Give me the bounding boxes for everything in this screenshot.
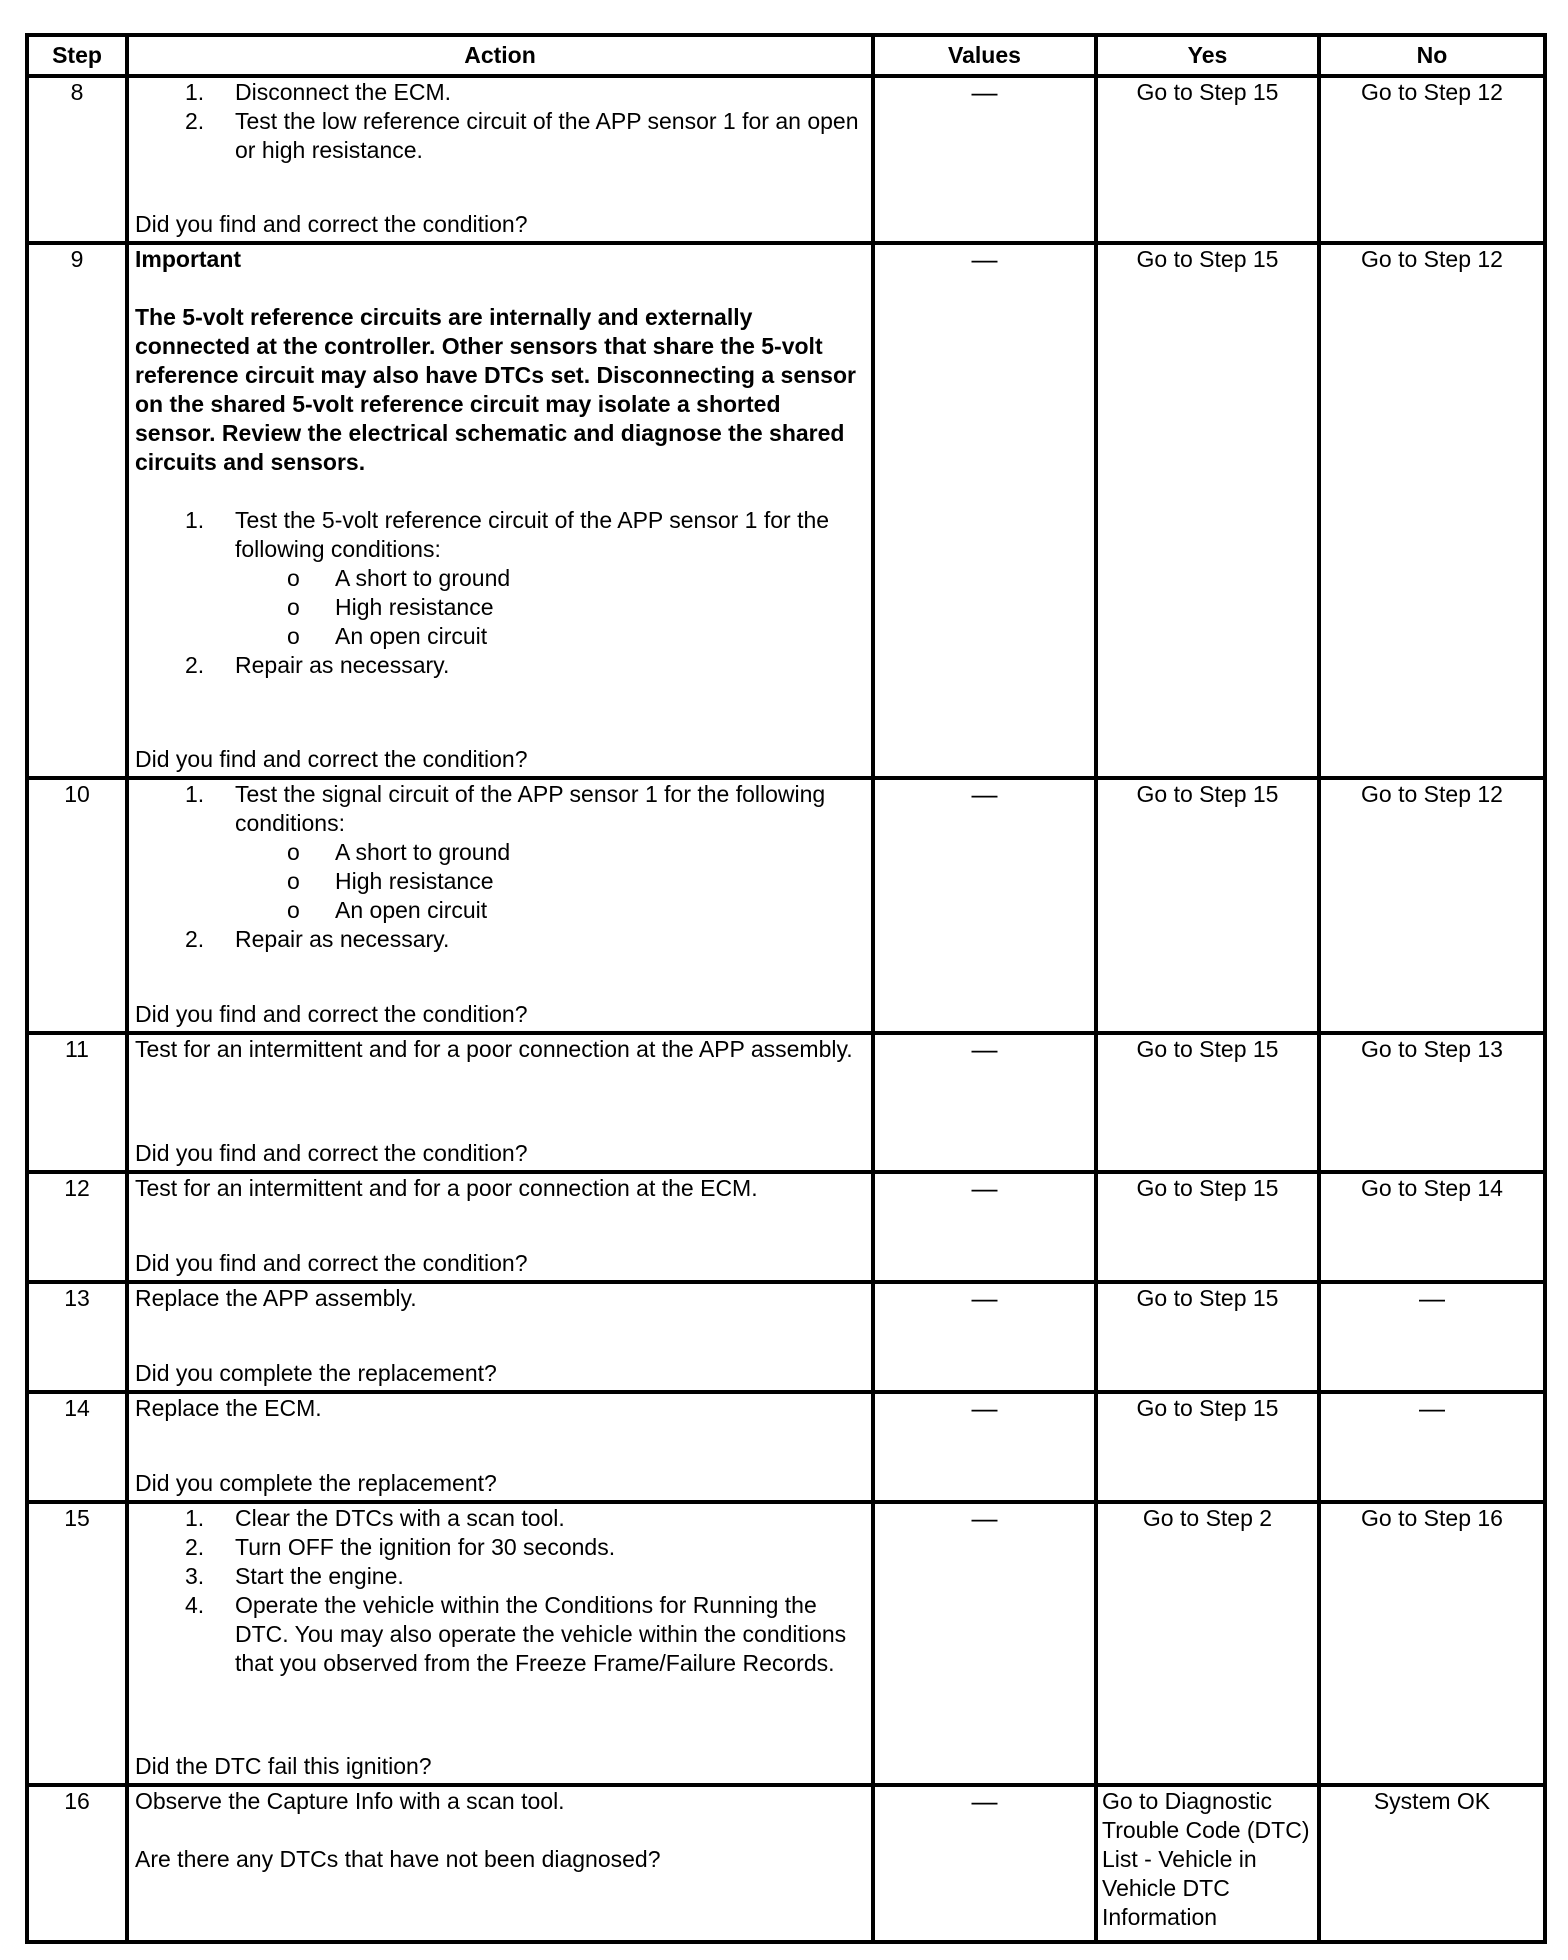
action-cell [127, 1172, 873, 1282]
question-text: Did you find and correct the condition? [135, 1250, 528, 1276]
step-number: 8 [27, 76, 127, 243]
list-item: 2. Test the low reference circuit of the APP sensor 1 for an open or high resistance. [185, 108, 859, 163]
question-text: Did the DTC fail this ignition? [135, 1753, 432, 1779]
list-item: 2. Repair as necessary. [185, 926, 450, 952]
list-item: 2. Turn OFF the ignition for 30 seconds. [185, 1534, 616, 1560]
values-cell: — [873, 1033, 1096, 1172]
values-cell: — [873, 1502, 1096, 1785]
sub-item: o An open circuit [287, 897, 488, 923]
yes-cell: Go to Step 15 [1096, 76, 1319, 243]
list-item: 1. Clear the DTCs with a scan tool. [185, 1505, 565, 1531]
header-action: Action [127, 35, 873, 76]
table-row [27, 243, 1545, 778]
no-cell: Go to Step 12 [1319, 778, 1545, 1033]
list-item: 1. Disconnect the ECM. [185, 79, 452, 105]
table-row [27, 1392, 1545, 1502]
action-text: Test for an intermittent and for a poor connection at the ECM. [135, 1175, 758, 1201]
values-cell: — [873, 243, 1096, 778]
step-number: 10 [27, 778, 127, 1033]
yes-cell: Go to Diagnostic Trouble Code (DTC) List - Vehicle in Vehicle DTC Information [1096, 1785, 1319, 1942]
step-number: 14 [27, 1392, 127, 1502]
action-text: Observe the Capture Info with a scan tool. [135, 1788, 565, 1814]
sub-item: o An open circuit [287, 623, 488, 649]
values-cell: — [873, 1282, 1096, 1392]
values-cell: — [873, 1172, 1096, 1282]
header-step: Step [27, 35, 127, 76]
action-steps [135, 1504, 865, 1678]
header-yes: Yes [1096, 35, 1319, 76]
table-row [27, 1502, 1545, 1785]
diagnostic-table [25, 33, 1547, 1944]
action-text: Replace the APP assembly. [135, 1285, 417, 1311]
sub-list [135, 838, 865, 925]
sub-item: o High resistance [287, 868, 494, 894]
yes-cell: Go to Step 15 [1096, 1282, 1319, 1392]
action-text: Test for an intermittent and for a poor connection at the APP assembly. [135, 1036, 853, 1062]
action-steps [135, 78, 865, 165]
list-item: 4. Operate the vehicle within the Conditions for Running the DTC. You may also operate the vehicle within the conditions that you observed from the Freeze Frame/Failure Records. [185, 1592, 847, 1676]
list-item: 1. Test the 5-volt reference circuit of the APP sensor 1 for the following conditions: o A short to ground o High resistance o An open circuit [135, 506, 865, 651]
no-cell: Go to Step 16 [1319, 1502, 1545, 1785]
header-no: No [1319, 35, 1545, 76]
step-number: 15 [27, 1502, 127, 1785]
values-cell: — [873, 778, 1096, 1033]
question-text: Are there any DTCs that have not been diagnosed? [135, 1846, 661, 1872]
list-item: 3. Start the engine. [185, 1563, 404, 1589]
question-text: Did you find and correct the condition? [135, 1001, 528, 1027]
values-cell: — [873, 1785, 1096, 1942]
table-row [27, 76, 1545, 243]
yes-cell: Go to Step 15 [1096, 1033, 1319, 1172]
no-cell: — [1319, 1282, 1545, 1392]
action-cell [127, 76, 873, 243]
action-cell [127, 1502, 873, 1785]
step-number: 13 [27, 1282, 127, 1392]
table-row [27, 1172, 1545, 1282]
header-row [27, 35, 1545, 76]
action-cell [127, 1785, 873, 1942]
no-cell: Go to Step 14 [1319, 1172, 1545, 1282]
important-title: Important [135, 246, 242, 272]
yes-cell: Go to Step 15 [1096, 243, 1319, 778]
table-row [27, 1282, 1545, 1392]
sub-item: o A short to ground [287, 839, 511, 865]
no-cell: Go to Step 13 [1319, 1033, 1545, 1172]
step-number: 11 [27, 1033, 127, 1172]
question-text: Did you complete the replacement? [135, 1360, 497, 1386]
header-values: Values [873, 35, 1096, 76]
step-number: 12 [27, 1172, 127, 1282]
sub-item: o High resistance [287, 594, 494, 620]
question-text: Did you find and correct the condition? [135, 746, 528, 772]
action-cell [127, 243, 873, 778]
sub-list [135, 564, 865, 651]
action-cell [127, 1033, 873, 1172]
values-cell: — [873, 76, 1096, 243]
yes-cell: Go to Step 15 [1096, 1392, 1319, 1502]
yes-cell: Go to Step 15 [1096, 1172, 1319, 1282]
question-text: Did you complete the replacement? [135, 1470, 497, 1496]
sub-item: o A short to ground [287, 565, 511, 591]
table-row [27, 1033, 1545, 1172]
table-row [27, 778, 1545, 1033]
list-item: 2. Repair as necessary. [185, 652, 450, 678]
action-text: Replace the ECM. [135, 1395, 322, 1421]
question-text: Did you find and correct the condition? [135, 211, 528, 237]
action-steps [135, 506, 865, 680]
no-cell: System OK [1319, 1785, 1545, 1942]
list-item: 1. Test the signal circuit of the APP sensor 1 for the following conditions: o A short to ground o High resistance o An open circuit [135, 780, 865, 925]
yes-cell: Go to Step 2 [1096, 1502, 1319, 1785]
no-cell: — [1319, 1392, 1545, 1502]
important-body: The 5-volt reference circuits are internally and externally connected at the controller. Other sensors that share the 5-volt reference circuit may also have DTCs set. Disconnecting a sensor on the shared 5-volt reference circuit may isolate a shorted sensor. Review the electrical schematic and diagnose the shared circuits and sensors. [135, 304, 856, 475]
step-number: 9 [27, 243, 127, 778]
action-cell [127, 778, 873, 1033]
table-row [27, 1785, 1545, 1942]
values-cell: — [873, 1392, 1096, 1502]
action-steps [135, 780, 865, 954]
no-cell: Go to Step 12 [1319, 76, 1545, 243]
action-cell [127, 1282, 873, 1392]
step-number: 16 [27, 1785, 127, 1942]
action-cell [127, 1392, 873, 1502]
yes-cell: Go to Step 15 [1096, 778, 1319, 1033]
question-text: Did you find and correct the condition? [135, 1140, 528, 1166]
no-cell: Go to Step 12 [1319, 243, 1545, 778]
